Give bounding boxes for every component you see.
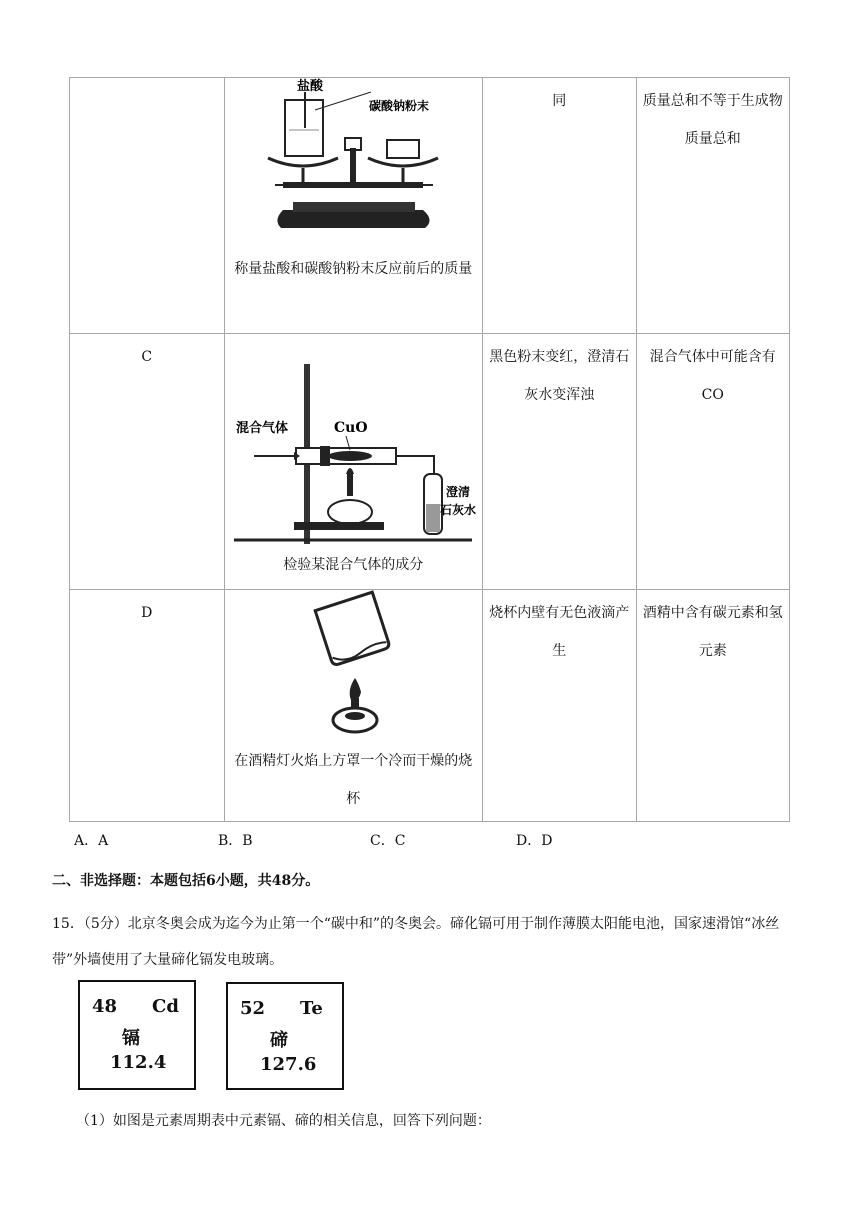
section-title: 二、非选择题：本题包括6小题，共48分。 — [52, 873, 320, 889]
row-label-text: D — [141, 605, 153, 621]
option-b: B．B — [218, 833, 253, 849]
phenomenon-text: 烧杯内壁有无色液滴产生 — [489, 605, 630, 659]
element-symbol: Cd — [152, 996, 179, 1017]
atomic-mass: 112.4 — [110, 1052, 167, 1073]
table-row-c — [70, 334, 790, 590]
experiment-cell — [224, 590, 483, 822]
table-row-b — [70, 78, 790, 334]
label-hcl: 盐酸 — [297, 79, 324, 94]
balance-figure — [253, 78, 453, 248]
label-mixed-gas: 混合气体 — [236, 421, 289, 436]
experiment-caption: 检验某混合气体的成分 — [283, 557, 424, 573]
element-card-cd — [78, 980, 196, 1090]
row-label — [70, 590, 225, 822]
row-label — [70, 334, 225, 590]
element-card-te — [226, 982, 344, 1090]
option-a: A．A — [74, 833, 109, 849]
experiment-table — [69, 77, 790, 822]
phenomenon-cell — [483, 78, 636, 334]
label-cuo: CuO — [334, 420, 368, 436]
experiment-cell — [224, 334, 483, 590]
conclusion-cell — [636, 334, 789, 590]
option-c: C．C — [370, 833, 406, 849]
row-label — [70, 78, 225, 334]
phenomenon-text: 同 — [552, 93, 567, 109]
option-d: D．D — [516, 833, 553, 849]
conclusion-text: 混合气体中可能含有CO — [649, 349, 776, 403]
element-name: 碲 — [270, 1030, 288, 1051]
experiment-caption: 在酒精灯火焰上方罩一个冷而干燥的烧杯 — [234, 753, 473, 807]
row-label-text: C — [141, 349, 153, 365]
element-name: 镉 — [122, 1028, 140, 1049]
phenomenon-text: 黑色粉末变红，澄清石灰水变浑浊 — [489, 349, 630, 403]
phenomenon-cell — [483, 590, 636, 822]
conclusion-text: 酒精中含有碳元素和氢元素 — [642, 605, 783, 659]
table-row-d — [70, 590, 790, 822]
phenomenon-cell — [483, 334, 636, 590]
conclusion-cell — [636, 78, 789, 334]
atomic-number: 52 — [240, 998, 266, 1019]
label-limewater-2: 石灰水 — [440, 503, 477, 517]
label-na2co3: 碳酸钠粉末 — [369, 99, 430, 113]
alcohol-lamp-figure — [293, 590, 413, 740]
atomic-number: 48 — [92, 996, 118, 1017]
gas-test-figure — [234, 334, 477, 544]
element-symbol: Te — [300, 998, 323, 1019]
experiment-caption: 称量盐酸和碳酸钠粉末反应前后的质量 — [234, 261, 473, 277]
conclusion-text: 质量总和不等于生成物质量总和 — [642, 93, 783, 147]
label-limewater-1: 澄清 — [446, 485, 471, 499]
atomic-mass: 127.6 — [260, 1054, 317, 1075]
experiment-cell — [224, 78, 483, 334]
conclusion-cell — [636, 590, 789, 822]
question-15-sub-1: （1）如图是元素周期表中元素镉、碲的相关信息，回答下列问题： — [76, 1113, 491, 1129]
question-15-text: 15．（5分）北京冬奥会成为迄今为止第一个“碳中和”的冬奥会。碲化镉可用于制作薄膜太阳能电池，国家速滑馆“冰丝带”外墙使用了大量碲化镉发电玻璃。 — [52, 916, 780, 968]
